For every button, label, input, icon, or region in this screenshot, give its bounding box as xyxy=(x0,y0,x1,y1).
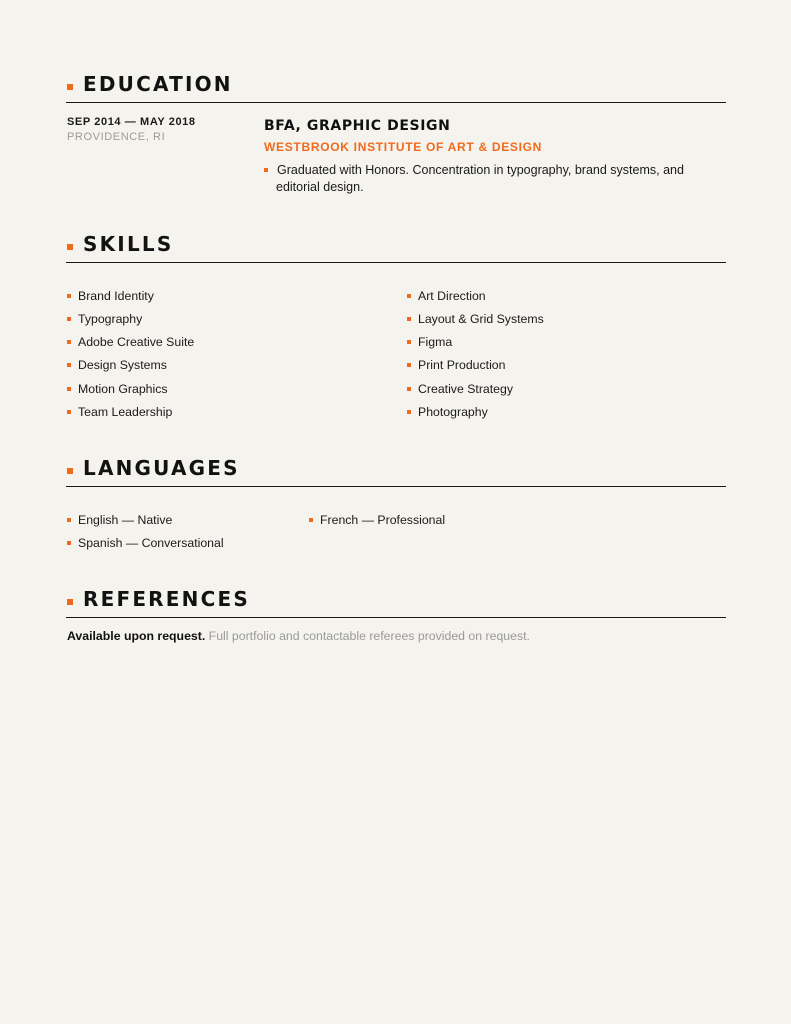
section-marker-icon xyxy=(67,84,73,90)
bullet-icon xyxy=(407,317,411,321)
skill-item xyxy=(407,358,506,372)
skill-item xyxy=(67,382,168,396)
bullet-icon xyxy=(407,363,411,367)
education-section xyxy=(66,62,726,213)
skill-item xyxy=(67,289,154,303)
skills-header xyxy=(66,222,726,263)
skill-item xyxy=(407,405,488,419)
skill-label: Layout & Grid Systems xyxy=(418,312,544,326)
skill-item xyxy=(67,312,142,326)
bullet-icon xyxy=(407,410,411,414)
bullet-icon xyxy=(309,518,313,522)
section-marker-icon xyxy=(67,599,73,605)
bullet-icon xyxy=(264,168,268,172)
language-item xyxy=(67,536,224,550)
skill-label: Team Leadership xyxy=(78,405,173,419)
skill-item xyxy=(67,335,194,349)
skills-section xyxy=(66,222,726,419)
education-location: PROVIDENCE, RI xyxy=(67,131,166,143)
skill-label: Print Production xyxy=(418,358,506,372)
language-label: Spanish — Conversational xyxy=(78,536,224,550)
skill-item xyxy=(67,358,167,372)
references-title: REFERENCES xyxy=(83,587,250,611)
skills-title: SKILLS xyxy=(83,232,174,256)
bullet-icon xyxy=(67,294,71,298)
skill-item xyxy=(407,312,544,326)
education-title: EDUCATION xyxy=(83,72,233,96)
skill-label: Photography xyxy=(418,405,488,419)
education-entry xyxy=(66,103,726,213)
skill-item xyxy=(67,405,172,419)
bullet-icon xyxy=(67,340,71,344)
bullet-icon xyxy=(67,363,71,367)
education-bullet xyxy=(264,162,726,196)
bullet-icon xyxy=(407,294,411,298)
section-marker-icon xyxy=(67,244,73,250)
skill-label: Design Systems xyxy=(78,358,167,372)
skill-label: Figma xyxy=(418,335,453,349)
skill-label: Typography xyxy=(78,312,143,326)
skill-label: Motion Graphics xyxy=(78,382,168,396)
bullet-icon xyxy=(67,518,71,522)
skill-item xyxy=(407,289,486,303)
references-section xyxy=(66,577,726,643)
languages-title: LANGUAGES xyxy=(83,456,240,480)
references-header xyxy=(66,577,726,618)
skill-item xyxy=(407,382,513,396)
education-bullet-text: Graduated with Honors. Concentration in typography, brand systems, and editorial design. xyxy=(276,163,684,194)
bullet-icon xyxy=(67,541,71,545)
skill-item xyxy=(407,335,452,349)
bullet-icon xyxy=(67,387,71,391)
bullet-icon xyxy=(407,387,411,391)
bullet-icon xyxy=(407,340,411,344)
skill-label: Brand Identity xyxy=(78,289,154,303)
languages-header xyxy=(66,446,726,487)
section-marker-icon xyxy=(67,468,73,474)
education-degree: BFA, GRAPHIC DESIGN xyxy=(264,118,451,134)
languages-section xyxy=(66,446,726,550)
skill-label: Art Direction xyxy=(418,289,486,303)
references-lead: Available upon request. xyxy=(67,629,206,643)
language-item xyxy=(309,513,445,527)
references-detail: Full portfolio and contactable referees provided on request. xyxy=(205,629,530,643)
bullet-icon xyxy=(67,410,71,414)
references-text xyxy=(67,629,530,643)
education-dates: SEP 2014 — MAY 2018 xyxy=(67,116,196,128)
education-header xyxy=(66,62,726,103)
language-label: English — Native xyxy=(78,513,173,527)
language-label: French — Professional xyxy=(320,513,446,527)
skill-label: Creative Strategy xyxy=(418,382,514,396)
education-school: WESTBROOK INSTITUTE OF ART & DESIGN xyxy=(264,140,543,154)
language-item xyxy=(67,513,172,527)
bullet-icon xyxy=(67,317,71,321)
skill-label: Adobe Creative Suite xyxy=(78,335,195,349)
